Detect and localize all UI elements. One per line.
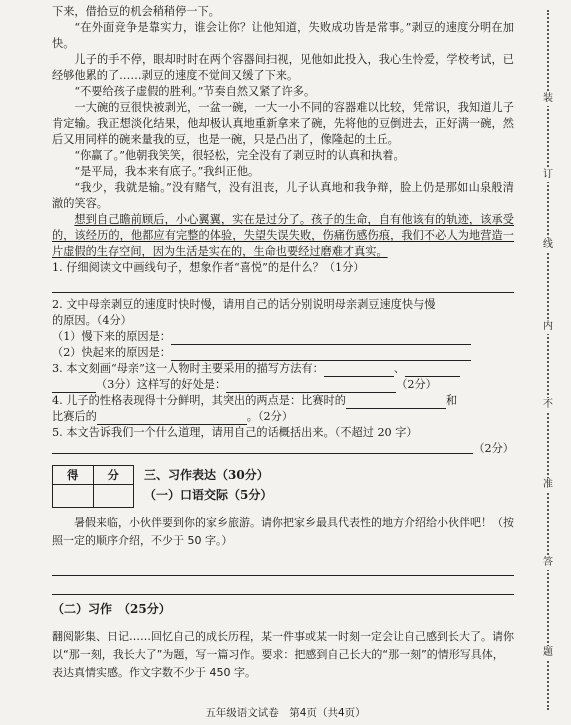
score-cell[interactable] xyxy=(53,485,94,507)
passage-paragraph: “你赢了。”他朝我笑笑，很轻松，完全没有了剥豆时的认真和执着。 xyxy=(74,149,405,162)
question-5-score: （2分） xyxy=(473,442,514,455)
binding-char: 不 xyxy=(538,398,558,412)
answer-blank[interactable] xyxy=(171,348,471,361)
underlined-passage-sentence: 想到自己瞻前顾后，小心翼翼，实在是过分了。孩子的生命，自有他该有的轨迹，该承受的，该经历的，他都应有完整的体验，失望失误失败，伤痛伤感伤痕，我们不必人为地营造一片虚假的生存空间，因为生活是实在的，生命也要经过磨难才真实。 xyxy=(52,213,514,258)
score-box xyxy=(52,465,134,508)
answer-blank[interactable] xyxy=(52,380,96,393)
answer-blank[interactable] xyxy=(405,364,460,377)
exam-content xyxy=(52,4,514,693)
section-3-header xyxy=(52,465,514,508)
question-3-score: （2分） xyxy=(396,378,437,391)
binding-char: 答 xyxy=(538,556,558,570)
question-3-label-2: （3分）这样写的好处是： xyxy=(96,378,227,391)
binding-char: 题 xyxy=(538,646,558,660)
question-5: 5. 本文告诉我们一个什么道理，请用自己的话概括出来。（不超过 20 字） xyxy=(52,426,418,439)
binding-char: 线 xyxy=(538,238,558,252)
answer-line[interactable] xyxy=(52,278,514,293)
question-4-cont xyxy=(52,409,514,425)
question-2-2-label: （2）快起来的原因是： xyxy=(52,346,171,359)
binding-char: 订 xyxy=(538,168,558,182)
question-3 xyxy=(52,361,514,377)
score-label-de: 得 xyxy=(53,466,94,484)
question-3-separator: 、 xyxy=(393,362,405,375)
question-4-score: 。（2分） xyxy=(246,410,294,423)
passage-paragraph: 一大碗的豆很快被剥光，一盆一碗，一大一小不同的容器难以比较，凭常识，我知道儿子肯定输。我正想淡化结果，他却极认真地重新拿来了碗，先将他的豆倒进去，正好满一碗，然后又用同样的碗来量我的豆，也是一碗，只是凸出了，像隆起的土丘。 xyxy=(52,101,514,146)
question-3-cont xyxy=(52,377,514,393)
binding-char: 内 xyxy=(538,320,558,334)
question-2-cont: 的原因。（4分） xyxy=(52,314,132,327)
answer-blank[interactable] xyxy=(171,332,471,345)
page-footer: 五年级语文试卷 第4页（共4页） xyxy=(205,707,366,719)
binding-char: 准 xyxy=(538,478,558,492)
question-2: 2. 文中母亲剥豆的速度时快时慢，请用自己的话分别说明母亲剥豆速度快与慢 xyxy=(52,298,436,311)
question-4-label-2: 比赛后的 xyxy=(52,410,97,423)
passage-paragraph: “在外面竞争是靠实力，谁会让你？让他知道，失败成功皆是常事。”剥豆的速度分明在加快。 xyxy=(52,21,514,50)
score-label-fen: 分 xyxy=(107,468,119,482)
answer-line[interactable] xyxy=(52,580,514,595)
question-4-and: 和 xyxy=(445,394,458,407)
answer-blank[interactable] xyxy=(324,364,394,377)
answer-blank[interactable] xyxy=(346,396,446,409)
section-3-title: 三、习作表达（30分） xyxy=(144,468,269,482)
oral-task-text: 暑假来临，小伙伴要到你的家乡旅游。请你把家乡最具代表性的地方介绍给小伙伴吧！（按照一定的顺序介绍，不少于 50 字。） xyxy=(52,516,514,547)
question-2-part-2 xyxy=(52,345,514,361)
question-4-label: 4. 儿子的性格表现得十分鲜明，其突出的两点是：比赛时的 xyxy=(52,394,346,407)
question-2-1-label: （1）慢下来的原因是： xyxy=(52,330,171,343)
question-1: 1. 仔细阅读文中画线句子，想象作者“喜悦”的是什么？（1分） xyxy=(52,261,365,274)
question-4 xyxy=(52,393,514,409)
binding-char: 装 xyxy=(538,92,558,106)
question-2-part-1 xyxy=(52,329,514,345)
passage-paragraph: 下来，借拾豆的机会稍稍停一下。 xyxy=(52,5,220,18)
section-3-sub-2: （二）习作 （25分） xyxy=(52,602,171,616)
passage-paragraph: 儿子的手不停，眼却时时在两个容器间扫视，见他如此投入，我心生怜爱，学校考试，已经够他累的了……剥豆的速度不觉间又缓了下来。 xyxy=(52,53,514,82)
answer-blank[interactable] xyxy=(97,412,247,425)
section-3-sub-1: （一）口语交际（5分） xyxy=(144,488,273,502)
binding-line xyxy=(536,0,560,725)
writing-task-text: 翻阅影集、日记……回忆自己的成长历程，某一件事或某一时刻一定会让自己感到长大了。请你以“那一刻，我长大了”为题，写一篇习作。要求：把感到自己长大的“那一刻”的情形写具体，表达真情实感。作文字数不少于 450 字。 xyxy=(52,630,514,679)
passage-paragraph: “我少，我就是输。”没有赌气，没有沮丧，儿子认真地和我争辩，脸上仍是那如山泉般清澈的笑容。 xyxy=(52,181,514,210)
score-cell[interactable] xyxy=(94,485,134,507)
passage-paragraph: “不要给孩子虚假的胜利。”节奏自然又紧了许多。 xyxy=(74,85,316,98)
answer-blank[interactable] xyxy=(52,441,473,454)
question-3-label: 3. 本文刻画“母亲”这一人物时主要采用的描写方法有： xyxy=(52,362,324,375)
passage-paragraph: “是平局，我本来有底子。”我纠正他。 xyxy=(74,165,260,178)
answer-blank[interactable] xyxy=(226,380,396,393)
question-5-answer xyxy=(52,441,514,457)
answer-line[interactable] xyxy=(52,561,514,576)
